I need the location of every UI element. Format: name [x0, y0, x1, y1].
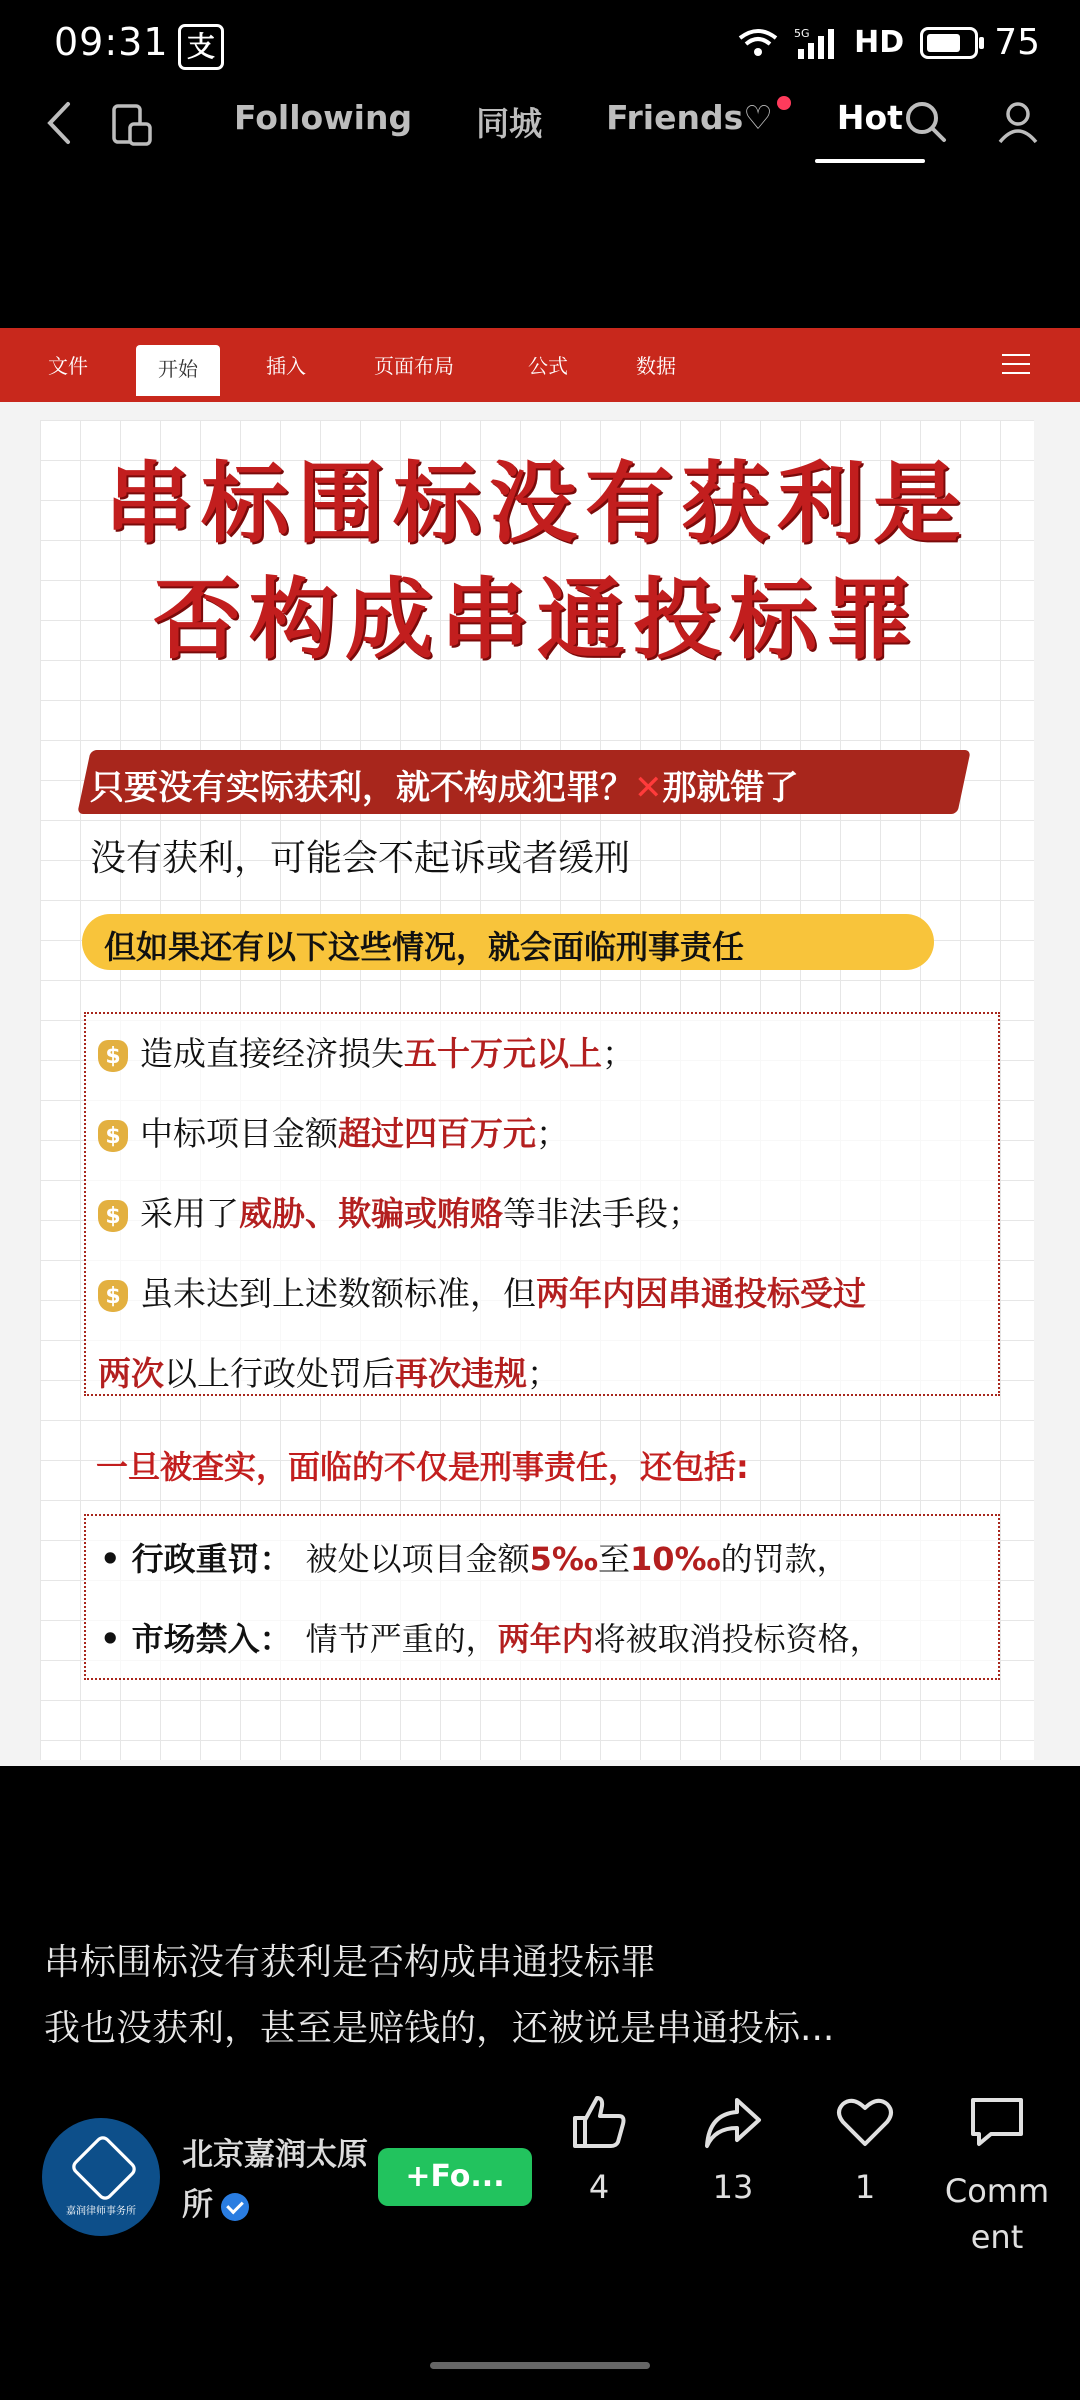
tab-following[interactable]: Following	[234, 98, 413, 137]
penalty-market-ban: • 市场禁入： 情节严重的，两年内将被取消投标资格，	[100, 1620, 882, 1658]
spreadsheet-ribbon	[0, 328, 1080, 402]
condition-2: $ 中标项目金额超过四百万元；	[98, 1108, 569, 1155]
tab-hot[interactable]: Hot	[833, 98, 907, 145]
thumbs-up-icon	[567, 2090, 631, 2154]
share-count: 13	[712, 2168, 754, 2206]
search-icon[interactable]	[902, 98, 950, 146]
caption-body: 我也没获利，甚至是赔钱的，还被说是串通投标...	[44, 2008, 835, 2049]
favorite-count: 1	[854, 2168, 876, 2206]
feed-tabs	[230, 98, 907, 145]
battery-icon	[920, 27, 978, 59]
home-indicator[interactable]	[430, 2362, 650, 2369]
post-caption[interactable]	[44, 1930, 834, 2062]
tab-friends[interactable]	[602, 98, 777, 145]
comment-label: Comment	[944, 2172, 1050, 2256]
banner-text	[90, 760, 799, 809]
avatar-caption: 嘉润律师事务所	[66, 2206, 136, 2217]
ribbon-tab-formula: 公式	[528, 354, 568, 378]
like-button[interactable]	[544, 2090, 654, 2206]
condition-1: $ 造成直接经济损失五十万元以上；	[98, 1028, 635, 1075]
ribbon-tab-layout: 页面布局	[374, 354, 454, 378]
author-name[interactable]	[182, 2130, 372, 2230]
favorite-button[interactable]	[810, 2090, 920, 2206]
money-bag-icon: $	[98, 1120, 128, 1152]
follow-button[interactable]: +Fo...	[378, 2148, 532, 2206]
cross-icon: ✕	[634, 768, 663, 808]
warning-pill-text: 但如果还有以下这些情况，就会面临刑事责任	[104, 928, 745, 966]
condition-4-cont: 两次以上行政处罚后再次违规；	[98, 1354, 560, 1393]
comment-button[interactable]	[942, 2090, 1052, 2260]
mini-window-icon[interactable]	[110, 102, 154, 148]
menu-icon	[1002, 354, 1030, 376]
ribbon-tab-file: 文件	[48, 354, 88, 378]
heart-icon	[833, 2090, 897, 2154]
like-count: 4	[588, 2168, 610, 2206]
hd-indicator: HD	[854, 25, 905, 60]
ribbon-tab-insert: 插入	[266, 354, 306, 378]
battery-level: 75	[994, 22, 1040, 63]
share-arrow-icon	[701, 2090, 765, 2154]
post-image[interactable]	[0, 328, 1080, 1766]
ribbon-tab-data: 数据	[636, 354, 676, 378]
notification-dot	[777, 96, 791, 110]
firm-logo-icon	[69, 2133, 139, 2203]
subline: 没有获利，可能会不起诉或者缓刑	[90, 838, 631, 879]
signal-icon	[794, 27, 838, 59]
banner-answer: 那就错了	[662, 768, 799, 808]
author-name-line2: 所	[182, 2187, 213, 2223]
banner-question: 只要没有实际获利，就不构成犯罪？	[90, 768, 634, 808]
penalties-box	[84, 1514, 1000, 1680]
condition-4: $ 虽未达到上述数额标准，但两年内因串通投标受过	[98, 1268, 866, 1315]
svg-text:5G: 5G	[794, 26, 810, 40]
heart-icon: ♡	[743, 98, 773, 137]
comment-bubble-icon	[965, 2090, 1029, 2154]
top-nav	[0, 88, 1080, 164]
battery-fill	[927, 34, 960, 52]
tab-friends-label: Friends	[606, 98, 744, 137]
caption-title: 串标围标没有获利是否构成串通投标罪	[44, 1942, 657, 1983]
wifi-icon	[738, 28, 778, 58]
money-bag-icon: $	[98, 1200, 128, 1232]
tab-local[interactable]: 同城	[476, 104, 543, 143]
condition-3: $ 采用了威胁、欺骗或贿赂等非法手段；	[98, 1188, 701, 1235]
alipay-icon: 支	[178, 24, 224, 70]
money-bag-icon: $	[98, 1040, 128, 1072]
author-name-line1: 北京嘉润太原	[182, 2137, 368, 2173]
profile-icon[interactable]	[994, 98, 1042, 146]
share-button[interactable]	[678, 2090, 788, 2206]
verified-icon	[221, 2193, 249, 2221]
conditions-box	[84, 1012, 1000, 1396]
document-page	[40, 420, 1034, 1760]
status-right	[738, 22, 1040, 63]
status-time: 09:31	[54, 20, 169, 64]
penalties-subhead: 一旦被查实，面临的不仅是刑事责任，还包括:	[96, 1448, 749, 1486]
back-icon[interactable]	[40, 98, 80, 148]
status-bar	[0, 0, 1080, 90]
headline-line2: 否构成串通投标罪	[152, 568, 921, 671]
author-avatar[interactable]	[42, 2118, 160, 2236]
penalty-admin: • 行政重罚： 被处以项目金额5‰至10‰的罚款，	[100, 1540, 849, 1578]
ribbon-tab-home: 开始	[136, 345, 220, 396]
headline-line1: 串标围标没有获利是	[104, 452, 969, 555]
money-bag-icon: $	[98, 1280, 128, 1312]
